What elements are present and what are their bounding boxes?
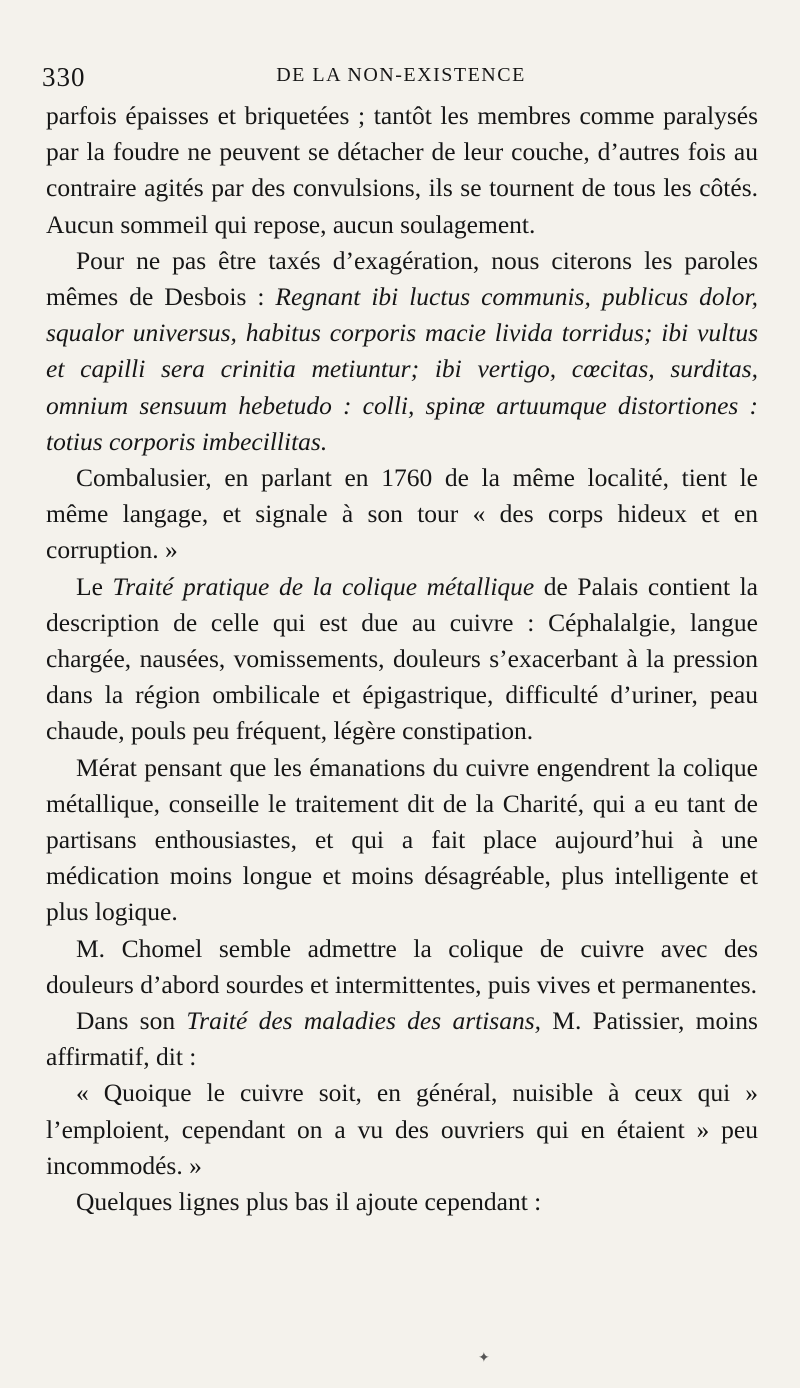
text-run: Pour ne pas être taxés d’exagération, nous citerons les paroles mêmes de Desbois : xyxy=(46,245,758,312)
text-run: de Palais contient la description de celle qui est due au cuivre : Céphalalgie, langue chargée, nausées, vomissements, douleurs s’exacerbant à la pression dans la région ombilicale et épigastrique, difficulté d’uriner, peau chaude, pouls peu fréquent, légère constipation. xyxy=(46,571,759,746)
paragraph xyxy=(46,460,758,569)
paragraph xyxy=(46,1184,758,1220)
running-head: DE LA NON-EXISTENCE xyxy=(276,64,526,86)
text-run: Le xyxy=(76,571,113,601)
text-run: « Quoique le cuivre soit, en général, nuisible à ceux qui » l’emploient, cependant on a vu des ouvriers qui en étaient » peu incommodés. » xyxy=(46,1078,758,1180)
text-run: parfois épaisses et briquetées ; tantôt les membres comme paralysés par la foudre ne peuvent se détacher de leur couche, d’autres fois au contraire agités par des convulsions, ils se tournent de tous les côtés. Aucun sommeil qui repose, aucun soulagement. xyxy=(46,101,758,239)
paragraph xyxy=(46,750,758,931)
paragraph xyxy=(46,569,758,750)
text-run: Dans son xyxy=(76,1006,187,1036)
book-title: Traité des maladies des artisans, xyxy=(186,1006,542,1036)
paragraph xyxy=(46,98,758,243)
ornament-icon: ✦ xyxy=(478,1351,490,1366)
text-run: Combalusier, en parlant en 1760 de la même localité, tient le même langage, et signale à son tour « des corps hideux et en corruption. » xyxy=(46,463,758,565)
quotation xyxy=(46,1075,758,1184)
paragraph xyxy=(46,931,758,1003)
book-title: Traité pratique de la colique métallique xyxy=(112,571,535,601)
text-run: M. Chomel semble admettre la colique de cuivre avec des douleurs d’abord sourdes et intermittentes, puis vives et permanentes. xyxy=(46,933,758,999)
page-number: 330 xyxy=(42,62,86,92)
text-run: Quelques lignes plus bas il ajoute cependant : xyxy=(76,1187,542,1217)
text-run: M. Patissier, moins affirmatif, dit : xyxy=(46,1006,758,1072)
paragraph xyxy=(46,1003,758,1075)
text-run: Mérat pensant que les émanations du cuivre engendrent la colique métallique, conseille le traitement dit de la Charité, qui a eu tant de partisans enthousiastes, et qui a fait place aujourd’hui à une médication moins longue et moins désagréable, plus intelligente et plus logique. xyxy=(46,752,758,927)
body-text xyxy=(46,98,758,1220)
page-header xyxy=(42,58,760,94)
paragraph xyxy=(46,243,758,460)
latin-quotation: Regnant ibi luctus communis, publicus dolor, squalor universus, habitus corporis macie livida torridus; ibi vultus et capilli sera crinitia metiuntur; ibi vertigo, cœcitas, surditas, omnium sensuum hebetudo : colli, spinæ artuumque distortiones : totius corporis imbecillitas. xyxy=(46,282,758,456)
